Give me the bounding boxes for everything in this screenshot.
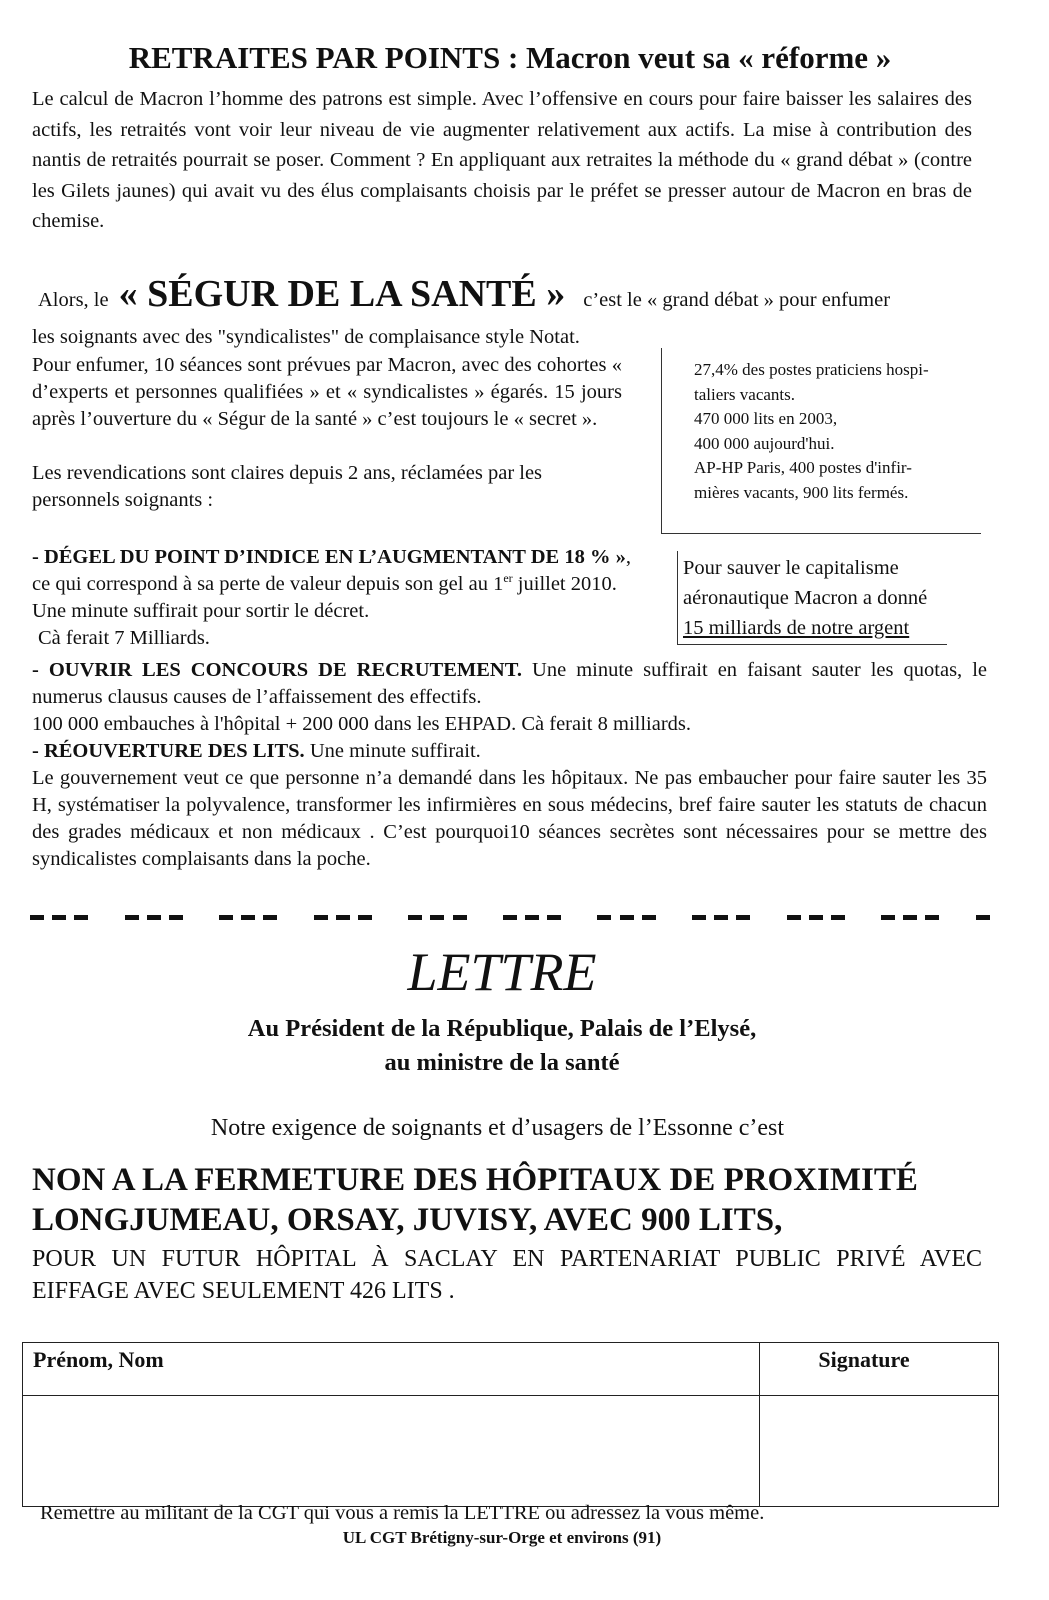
demand-2-line2: 100 000 embauches à l'hôpital + 200 000 dans les EHPAD. Cà ferait 8 milliards.	[32, 713, 692, 735]
segur-intro-line	[38, 272, 998, 316]
statistics-line: 400 000 aujourd'hui.	[694, 433, 835, 453]
signature-column-header: Signature	[760, 1343, 999, 1396]
demand-3-text: Une minute suffirait.	[304, 740, 481, 762]
lettre-headline-1: NON A LA FERMETURE DES HÔPITAUX DE PROXIMITÉ	[32, 1162, 918, 1198]
demand-1-text-a: , ce qui correspond à sa perte de valeur depuis son gel au 1	[32, 546, 631, 595]
lettre-addressee-1: Au Président de la République, Palais de l’Elysé,	[247, 1015, 757, 1042]
demand-1-cost: Cà ferait 7 Milliards.	[38, 627, 210, 649]
statistics-line: 470 000 lits en 2003,	[694, 409, 838, 428]
demand-1-sup: er	[503, 571, 513, 586]
demand-2-title: - OUVRIR LES CONCOURS DE RECRUTEMENT.	[32, 659, 522, 681]
demand-2	[32, 657, 987, 711]
signature-table	[22, 1342, 999, 1507]
segur-paragraph-1: Pour enfumer, 10 séances sont prévues par Macron, avec des cohortes « d’experts et personnes qualifiées » et « syndicalistes » égarés. 15 jours après l’ouverture du « Ségur de la santé » c’est toujours le « secret ».	[32, 354, 622, 430]
segur-conclusion: Le gouvernement veut ce que personne n’a demandé dans les hôpitaux. Ne pas embaucher pour faire sauter les 35 H, systématiser la polyvalence, transformer les infirmières en sous médecins, bref faire sauter les statuts de chacun des grades médicaux et non médicaux . C’est pourquoi10 séances secrètes sont nécessaires pour se mettre des syndicalistes complaisants dans la poche.	[32, 767, 987, 870]
lettre-detail: POUR UN FUTUR HÔPITAL À SACLAY EN PARTENARIAT PUBLIC PRIVÉ AVEC EIFFAGE AVEC SEULEMENT 426 LITS .	[32, 1246, 982, 1304]
statistics-box	[661, 348, 981, 534]
lettre-addressee-2: au ministre de la santé	[384, 1049, 620, 1076]
statistics-line: mières vacants, 900 lits fermés.	[694, 482, 909, 502]
statistics-line: AP-HP Paris, 400 postes d'infir-	[694, 458, 912, 477]
segur-intro-line2: les soignants avec des "syndicalistes" de complaisance style Notat.	[32, 326, 580, 348]
segur-intro-suffix: c’est le « grand débat » pour enfumer	[583, 289, 891, 311]
signature-entry-cell[interactable]	[760, 1396, 999, 1507]
retraites-title: RETRAITES PAR POINTS : Macron veut sa « réforme »	[128, 40, 892, 75]
statistics-line: taliers vacants.	[694, 384, 796, 404]
retraites-body: Le calcul de Macron l’homme des patrons est simple. Avec l’offensive en cours pour faire baisser les salaires des actifs, les retraités vont voir leur niveau de vie augmenter relativement aux actifs. La mise à contribution des nantis de retraités pourrait se poser. Comment ? En appliquant aux retraites la méthode du « grand débat » (contre les Gilets jaunes) qui avait vu des élus complaisants choisis par le préfet se presser autour de Macron en bras de chemise.	[32, 88, 972, 232]
statistics-line: 27,4% des postes praticiens hospi-	[694, 360, 929, 379]
segur-intro-prefix: Alors, le	[38, 289, 109, 311]
lettre-title: LETTRE	[407, 942, 597, 1002]
demand-1-title: - DÉGEL DU POINT D’INDICE EN L’AUGMENTANT DE 18 % »	[32, 546, 626, 568]
capitalism-line: Pour sauver le capitalisme	[683, 557, 899, 579]
demand-1	[32, 544, 652, 625]
demand-1-text-b: juillet 2010. Une minute suffirait pour sortir le décret.	[32, 573, 617, 622]
name-entry-cell[interactable]	[23, 1396, 760, 1507]
lettre-intro: Notre exigence de soignants et d’usagers de l’Essonne c’est	[210, 1115, 785, 1141]
demand-2-text: Une minute suffirait en faisant sauter les quotas, le numerus clausus causes de l’affaissement des effectifs.	[32, 659, 987, 708]
segur-heading: « SÉGUR DE LA SANTÉ »	[118, 273, 566, 315]
demand-3-title: - RÉOUVERTURE DES LITS.	[32, 740, 305, 762]
footer-instruction: Remettre au militant de la CGT qui vous a remis la LETTRE ou adressez la vous même.	[40, 1502, 765, 1524]
footer-org: UL CGT Brétigny-sur-Orge et environs (91)	[342, 1528, 662, 1547]
dashed-separator	[30, 904, 990, 930]
lettre-headline-2: LONGJUMEAU, ORSAY, JUVISY, AVEC 900 LITS,	[32, 1202, 783, 1238]
name-column-header: Prénom, Nom	[23, 1343, 760, 1396]
segur-paragraph-2: Les revendications sont claires depuis 2 ans, réclamées par les personnels soignants :	[32, 462, 543, 511]
capitalism-line: aéronautique Macron a donné	[683, 587, 928, 609]
capitalism-box	[677, 551, 947, 645]
demand-3	[32, 738, 987, 765]
capitalism-line-highlight: 15 milliards de notre argent	[683, 617, 910, 639]
